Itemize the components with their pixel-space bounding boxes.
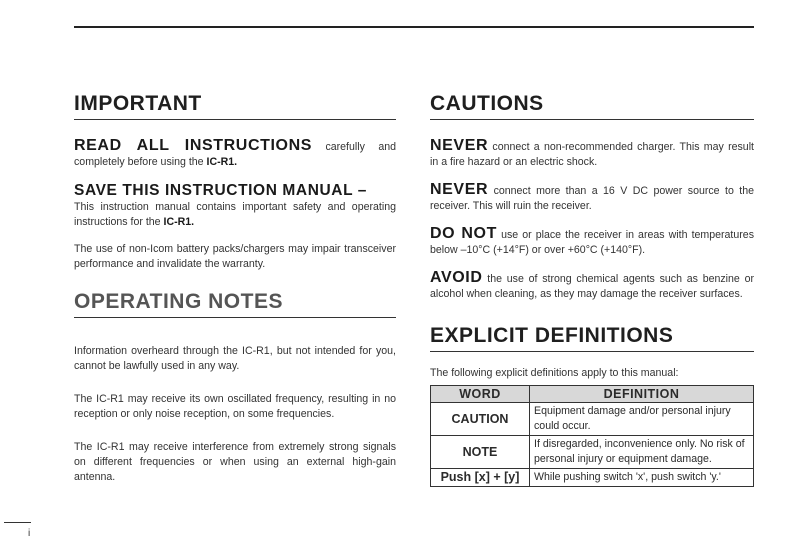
caution-item-charger	[430, 138, 754, 170]
non-icom-warning: The use of non-Icom battery packs/chargers may impair transceiver performance and invalidate the warranty.	[74, 243, 396, 270]
column-header-definition: DEFINITION	[530, 386, 754, 403]
definitions-table	[430, 385, 754, 487]
definition-text: If disregarded, inconvenience only. No risk of personal injury or equipment damage.	[530, 436, 754, 469]
save-manual-emphasis: SAVE THIS INSTRUCTION MANUAL –	[74, 182, 367, 199]
caution-text: connect a non-recommended charger. This may result in a fire hazard or an electric shock.	[430, 141, 754, 168]
table-row	[431, 403, 754, 436]
operating-note-3: The IC-R1 may receive interference from extremely strong signals on different frequencies or when using an external high-gain antenna.	[74, 441, 396, 483]
definitions-intro: The following explicit definitions apply to this manual:	[430, 367, 679, 379]
caution-text: the use of strong chemical agents such as benzine or alcohol when cleaning, as they may damage the receiver surfaces.	[430, 273, 754, 300]
operating-note-2: The IC-R1 may receive its own oscillated frequency, resulting in no reception or only noise reception, on some frequencies.	[74, 393, 396, 420]
read-instructions-emphasis: READ ALL INSTRUCTIONS	[74, 137, 313, 154]
caution-item-chemicals	[430, 270, 754, 302]
definition-text: While pushing switch 'x', push switch 'y.'	[530, 469, 754, 487]
cautions-heading: CAUTIONS	[430, 92, 754, 120]
caution-keyword: AVOID	[430, 269, 483, 286]
table-row	[431, 469, 754, 487]
left-column	[74, 92, 396, 485]
caution-item-power-source	[430, 182, 754, 214]
read-instructions-text: carefully and completely before using the	[74, 141, 396, 168]
caution-item-temperature	[430, 226, 754, 258]
operating-notes-heading: OPERATING NOTES	[74, 290, 396, 318]
caution-text: connect more than a 16 V DC power source to the receiver. This will ruin the receiver.	[430, 185, 754, 212]
right-column	[430, 92, 754, 487]
column-header-word: WORD	[431, 386, 530, 403]
save-manual-paragraph	[74, 200, 396, 230]
definition-text: Equipment damage and/or personal injury could occur.	[530, 403, 754, 436]
page-margin-mark	[4, 522, 31, 523]
table-row	[431, 436, 754, 469]
definition-word: NOTE	[431, 436, 530, 469]
caution-keyword: DO NOT	[430, 225, 497, 242]
definitions-heading: EXPLICIT DEFINITIONS	[430, 324, 754, 352]
definition-word: Push [x] + [y]	[431, 469, 530, 487]
important-heading: IMPORTANT	[74, 92, 396, 120]
caution-text: use or place the receiver in areas with temperatures below –10°C (+14°F) or over +60°C (+140°F).	[430, 229, 754, 256]
definitions-header-row	[431, 386, 754, 403]
definition-word: CAUTION	[431, 403, 530, 436]
top-rule	[74, 26, 754, 28]
read-instructions-model: IC-R1.	[206, 156, 238, 168]
save-manual-model: IC-R1.	[163, 216, 195, 228]
operating-note-1: Information overheard through the IC-R1, but not intended for you, cannot be lawfully used in any way.	[74, 345, 396, 372]
save-manual-text: This instruction manual contains important safety and operating instructions for the	[74, 201, 396, 228]
read-instructions-paragraph	[74, 138, 396, 170]
caution-keyword: NEVER	[430, 137, 489, 154]
caution-keyword: NEVER	[430, 181, 489, 198]
page-number: i	[28, 528, 31, 539]
